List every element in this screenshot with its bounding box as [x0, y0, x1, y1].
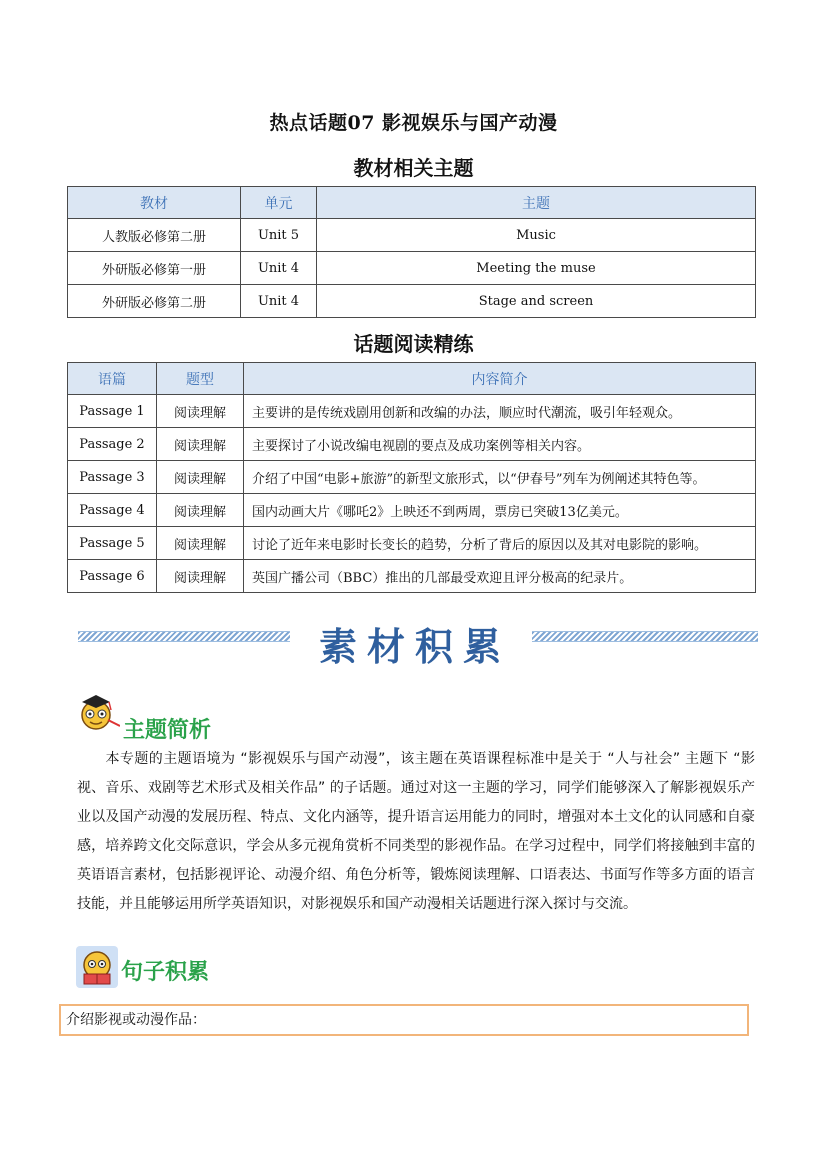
reading-table — [67, 362, 756, 593]
mascot-graduate-icon — [76, 690, 120, 734]
table-cell: Stage and screen — [317, 285, 756, 318]
table-row — [68, 461, 756, 494]
table-cell: 外研版必修第一册 — [68, 252, 241, 285]
column-header: 教材 — [68, 187, 241, 219]
table-cell: 英国广播公司（BBC）推出的几部最受欢迎且评分极高的纪录片。 — [244, 560, 756, 593]
table-row — [68, 219, 756, 252]
intro-works-box — [59, 1004, 749, 1036]
table-row — [68, 395, 756, 428]
textbook-table — [67, 186, 756, 318]
table-cell: Unit 4 — [241, 285, 317, 318]
table-cell: 外研版必修第二册 — [68, 285, 241, 318]
column-header: 内容简介 — [244, 363, 756, 395]
table-cell: Passage 1 — [68, 395, 157, 428]
theme-analysis-heading: 主题简析 — [123, 718, 212, 743]
table-cell: 主要探讨了小说改编电视剧的要点及成功案例等相关内容。 — [244, 428, 756, 461]
table-cell: Music — [317, 219, 756, 252]
table-cell: 讨论了近年来电影时长变长的趋势，分析了背后的原因以及其对电影院的影响。 — [244, 527, 756, 560]
mascot-reading-icon — [76, 946, 118, 988]
table-cell: 主要讲的是传统戏剧用创新和改编的办法，顺应时代潮流，吸引年轻观众。 — [244, 395, 756, 428]
table-cell: Unit 4 — [241, 252, 317, 285]
paragraph-text: 本专题的主题语境为 “影视娱乐与国产动漫”，该主题在英语课程标准中是关于 “人与社会” 主题下 “影视、音乐、戏剧等艺术形式及相关作品” 的子话题。通过对这一主题的学习，同学们能够深入了解影视娱乐产业以及国产动漫的发展历程、特点、文化内涵等，提升语言运用能力的同时，增强对本土文化的认同感和自豪感，培养跨文化交际意识，学会从多元视角赏析不同类型的影视作品。在学习过程中，同学们将接触到丰富的英语语言素材，包括影视评论、动漫介绍、角色分析等，锻炼阅读理解、口语表达、书面写作等多方面的语言技能，并且能够运用所学英语知识，对影视娱乐和国产动漫相关话题进行深入探讨与交流。 — [77, 751, 755, 912]
table-row — [68, 494, 756, 527]
textbook-section-title: 教材相关主题 — [353, 156, 474, 180]
table-cell: Passage 3 — [68, 461, 157, 494]
table-cell: 阅读理解 — [157, 395, 244, 428]
table-cell: 阅读理解 — [157, 527, 244, 560]
table-cell: Passage 4 — [68, 494, 157, 527]
table-cell: 阅读理解 — [157, 560, 244, 593]
table-cell: Passage 6 — [68, 560, 157, 593]
table-row — [68, 285, 756, 318]
table-cell: Meeting the muse — [317, 252, 756, 285]
table-cell: Passage 2 — [68, 428, 157, 461]
column-header: 单元 — [241, 187, 317, 219]
table-cell: 阅读理解 — [157, 461, 244, 494]
table-header-row — [68, 363, 756, 395]
table-cell: 人教版必修第二册 — [68, 219, 241, 252]
table-row — [68, 560, 756, 593]
banner-left-stripe — [78, 631, 290, 642]
reading-section-title: 话题阅读精练 — [353, 332, 474, 356]
page-title: 热点话题07 影视娱乐与国产动漫 — [269, 112, 558, 134]
table-row — [68, 428, 756, 461]
column-header: 语篇 — [68, 363, 157, 395]
banner-title: 素材积累 — [318, 624, 511, 669]
column-header: 题型 — [157, 363, 244, 395]
table-cell: Passage 5 — [68, 527, 157, 560]
theme-analysis-paragraph — [77, 745, 755, 919]
table-cell: 国内动画大片《哪吒2》上映还不到两周，票房已突破13亿美元。 — [244, 494, 756, 527]
table-cell: 介绍了中国“电影+旅游”的新型文旅形式，以“伊春号”列车为例阐述其特色等。 — [244, 461, 756, 494]
intro-works-label: 介绍影视或动漫作品： — [66, 1012, 206, 1028]
table-row — [68, 527, 756, 560]
table-cell: Unit 5 — [241, 219, 317, 252]
table-row — [68, 252, 756, 285]
table-header-row — [68, 187, 756, 219]
column-header: 主题 — [317, 187, 756, 219]
sentence-section-heading: 句子积累 — [121, 960, 210, 985]
table-cell: 阅读理解 — [157, 494, 244, 527]
table-cell: 阅读理解 — [157, 428, 244, 461]
banner-right-stripe — [532, 631, 758, 642]
